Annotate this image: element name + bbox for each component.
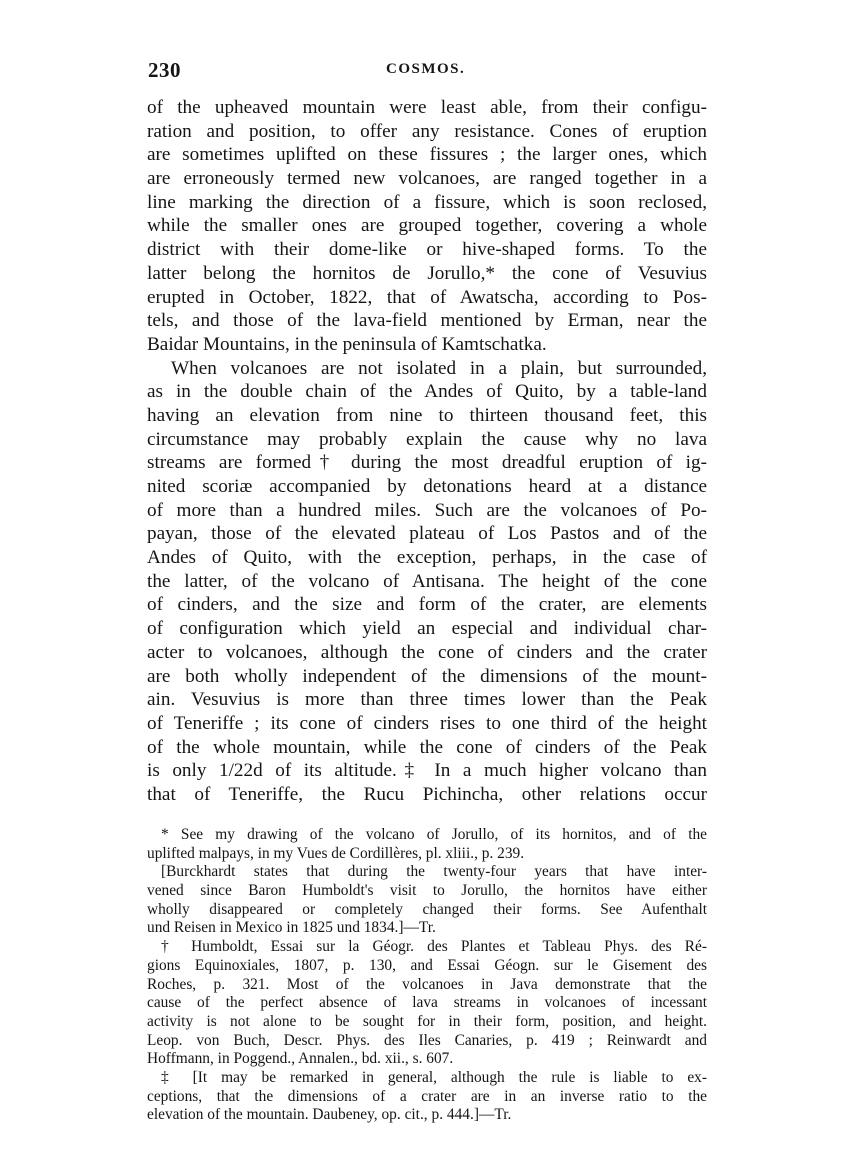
body-line: of the upheaved mountain were least able, from their configu- xyxy=(147,97,707,118)
footnotes xyxy=(147,826,707,1125)
body-line: line marking the direction of a fissure, which is soon reclosed, xyxy=(147,191,707,213)
footnote-line: † Humboldt, Essai sur la Géogr. des Plantes et Tableau Phys. des Ré- xyxy=(161,938,707,956)
main-text xyxy=(147,96,707,807)
body-line: acter to volcanoes, although the cone of cinders and the crater xyxy=(147,641,707,663)
body-line: tels, and those of the lava-field mentioned by Erman, near the xyxy=(147,310,707,332)
body-line: of cinders, and the size and form of the crater, are elements xyxy=(147,594,707,616)
body-line: of the whole mountain, while the cone of cinders of the Peak xyxy=(147,736,707,758)
footnote-line: * See my drawing of the volcano of Jorullo, of its hornitos, and of the xyxy=(161,826,707,843)
body-line: of Teneriffe ; its cone of cinders rises to one third of the height xyxy=(147,712,707,734)
body-line: that of Teneriffe, the Rucu Pichincha, other relations occur xyxy=(147,783,707,805)
footnote-line: wholly disappeared or completely changed their forms. See Aufenthalt xyxy=(147,900,707,918)
body-line: as in the double chain of the Andes of Quito, by a table-land xyxy=(147,381,707,403)
footnote-line: elevation of the mountain. Daubeney, op. cit., p. 444.]—Tr. xyxy=(147,1106,512,1124)
page-number: 230 xyxy=(148,58,181,82)
body-line: Baidar Mountains, in the peninsula of Kamtschatka. xyxy=(147,333,547,355)
footnote-line: ceptions, that the dimensions of a crater are in an inverse ratio to the xyxy=(147,1087,707,1105)
footnote-line: Leop. von Buch, Descr. Phys. des Iles Canaries, p. 419 ; Reinwardt and xyxy=(147,1031,707,1049)
body-line: of more than a hundred miles. Such are the volcanoes of Po- xyxy=(147,499,707,521)
body-line: ain. Vesuvius is more than three times lower than the Peak xyxy=(147,689,707,711)
body-line: of configuration which yield an especial and individual char- xyxy=(147,618,707,640)
body-line: payan, those of the elevated plateau of Los Pastos and of the xyxy=(147,523,707,545)
body-line: circumstance may probably explain the cause why no lava xyxy=(147,428,707,450)
running-head: COSMOS. xyxy=(386,61,466,77)
footnote-line: ‡ [It may be remarked in general, although the rule is liable to ex- xyxy=(161,1068,707,1086)
body-line: When volcanoes are not isolated in a plain, but surrounded, xyxy=(171,357,707,379)
body-line: Andes of Quito, with the exception, perhaps, in the case of xyxy=(147,547,707,569)
body-line: are erroneously termed new volcanoes, are ranged together in a xyxy=(147,168,707,190)
body-line: ration and position, to offer any resistance. Cones of eruption xyxy=(147,120,707,142)
body-line: nited scoriæ accompanied by detonations heard at a distance xyxy=(147,476,707,497)
body-line: latter belong the hornitos de Jorullo,* the cone of Vesuvius xyxy=(147,262,707,284)
footnote-line: Hoffmann, in Poggend., Annalen., bd. xii., s. 607. xyxy=(147,1050,454,1068)
body-line: are both wholly independent of the dimensions of the mount- xyxy=(147,665,707,687)
body-line: is only 1/22d of its altitude.‡ In a much higher volcano than xyxy=(147,760,707,782)
page-header xyxy=(148,58,704,88)
body-line: the latter, of the volcano of Antisana. The height of the cone xyxy=(147,570,707,592)
footnote-line: Roches, p. 321. Most of the volcanoes in Java demonstrate that the xyxy=(147,975,707,993)
body-line: streams are formed† during the most dreadful eruption of ig- xyxy=(147,452,707,474)
footnote-line: uplifted malpays, in my Vues de Cordillères, pl. xliii., p. 239. xyxy=(147,844,525,862)
body-line: are sometimes uplifted on these fissures ; the larger ones, which xyxy=(147,144,707,166)
body-line: having an elevation from nine to thirteen thousand feet, this xyxy=(147,404,707,426)
body-line: district with their dome-like or hive-shaped forms. To the xyxy=(147,239,707,261)
footnote-line: vened since Baron Humboldt's visit to Jorullo, the hornitos have either xyxy=(147,882,707,900)
footnote-line: cause of the perfect absence of lava streams in volcanoes of incessant xyxy=(147,994,707,1012)
footnote-line: und Reisen in Mexico in 1825 und 1834.]—Tr. xyxy=(147,919,436,937)
body-line: erupted in October, 1822, that of Awatscha, according to Pos- xyxy=(147,286,707,308)
footnote-line: activity is not alone to be sought for in their form, position, and height. xyxy=(147,1012,707,1030)
body-line: while the smaller ones are grouped together, covering a whole xyxy=(147,215,707,237)
footnote-line: [Burckhardt states that during the twenty-four years that have inter- xyxy=(161,863,707,881)
footnote-line: gions Equinoxiales, 1807, p. 130, and Essai Géogn. sur le Gisement des xyxy=(147,956,707,974)
